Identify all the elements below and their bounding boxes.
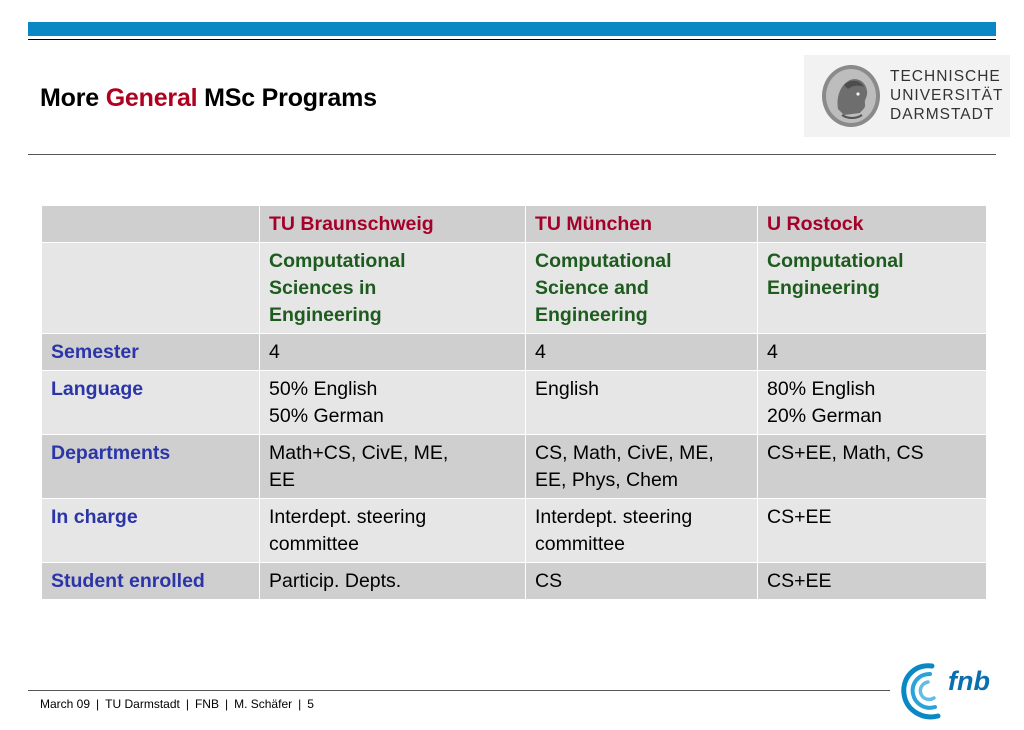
cell-line: Science and xyxy=(535,277,649,299)
footer-separator: | xyxy=(298,697,302,711)
table-row xyxy=(42,563,987,600)
cell-line: 80% English xyxy=(767,378,876,400)
athena-seal-icon xyxy=(820,63,882,129)
table-row xyxy=(42,499,987,563)
university-name xyxy=(890,67,1003,124)
cell-line: EE xyxy=(269,469,296,491)
cell-line: Computational xyxy=(535,250,672,272)
title-suffix: MSc Programs xyxy=(197,84,377,112)
table-cell xyxy=(758,371,987,435)
table-cell xyxy=(260,371,526,435)
cell-line: Interdept. steering xyxy=(535,506,693,528)
table-cell xyxy=(260,499,526,563)
table-cell xyxy=(526,563,758,600)
footer-page-number: 5 xyxy=(307,697,314,711)
page-title xyxy=(40,84,377,113)
footer-institution: TU Darmstadt xyxy=(105,697,180,711)
cell-line: Interdept. steering xyxy=(269,506,427,528)
row-label: Language xyxy=(42,371,260,435)
title-prefix: More xyxy=(40,84,106,112)
row-label: Departments xyxy=(42,435,260,499)
cell-line: Particip. Depts. xyxy=(269,570,402,592)
program-row xyxy=(42,243,987,334)
fnb-swirl-icon xyxy=(904,666,938,717)
table-cell xyxy=(260,334,526,371)
cell-line: committee xyxy=(535,533,625,555)
cell-line: CS+EE xyxy=(767,570,832,592)
cell-line: CS, Math, CivE, ME, xyxy=(535,442,714,464)
programs-table xyxy=(41,205,987,600)
footer-separator: | xyxy=(185,697,189,711)
column-header: U Rostock xyxy=(758,206,987,243)
row-label: Semester xyxy=(42,334,260,371)
table-row xyxy=(42,371,987,435)
cell-line: Engineering xyxy=(269,304,382,326)
title-highlight: General xyxy=(105,84,198,112)
table-cell xyxy=(526,371,758,435)
fnb-logo xyxy=(898,660,1002,724)
row-label: Student enrolled xyxy=(42,563,260,600)
cell-line: 50% English xyxy=(269,378,378,400)
column-header: TU München xyxy=(526,206,758,243)
cell-line: 4 xyxy=(767,341,778,363)
cell-line: CS+EE, Math, CS xyxy=(767,442,924,464)
cell-line: Sciences in xyxy=(269,277,377,299)
program-name-cell xyxy=(260,243,526,334)
empty-cell xyxy=(42,243,260,334)
footer-date: March 09 xyxy=(40,697,91,711)
table-cell xyxy=(758,563,987,600)
cell-line: 50% German xyxy=(269,405,384,427)
program-name-cell xyxy=(758,243,987,334)
cell-line: 20% German xyxy=(767,405,882,427)
row-label: In charge xyxy=(42,499,260,563)
footer-text xyxy=(40,697,314,711)
tu-darmstadt-logo xyxy=(804,55,1010,137)
cell-line: 4 xyxy=(269,341,280,363)
header-row xyxy=(42,206,987,243)
cell-line: Engineering xyxy=(535,304,648,326)
footer-divider xyxy=(28,690,890,691)
cell-line: EE, Phys, Chem xyxy=(535,469,679,491)
footer-separator: | xyxy=(224,697,229,711)
corner-cell xyxy=(42,206,260,243)
cell-line: committee xyxy=(269,533,359,555)
table-cell xyxy=(526,499,758,563)
table-cell xyxy=(758,499,987,563)
logo-line: UNIVERSITÄT xyxy=(890,87,1004,104)
table-cell xyxy=(758,435,987,499)
footer-author: M. Schäfer xyxy=(234,697,293,711)
table-row xyxy=(42,435,987,499)
cell-line: 4 xyxy=(535,341,546,363)
table-cell xyxy=(260,435,526,499)
program-name-cell xyxy=(526,243,758,334)
top-accent-bar xyxy=(28,22,996,36)
logo-line: DARMSTADT xyxy=(890,106,995,123)
top-divider xyxy=(28,39,996,40)
footer-separator: | xyxy=(96,697,100,711)
cell-line: Engineering xyxy=(767,277,880,299)
cell-line: Computational xyxy=(767,250,904,272)
table-row xyxy=(42,334,987,371)
fnb-logo-text: fnb xyxy=(948,666,990,696)
column-header: TU Braunschweig xyxy=(260,206,526,243)
title-divider xyxy=(28,154,996,155)
cell-line: CS xyxy=(535,570,563,592)
table-cell xyxy=(526,334,758,371)
cell-line: Computational xyxy=(269,250,406,272)
cell-line: English xyxy=(535,378,599,400)
cell-line: CS+EE xyxy=(767,506,832,528)
footer-department: FNB xyxy=(194,697,219,711)
table-cell xyxy=(526,435,758,499)
table-cell xyxy=(758,334,987,371)
logo-line: TECHNISCHE xyxy=(890,68,1001,85)
cell-line: Math+CS, CivE, ME, xyxy=(269,442,449,464)
table-cell xyxy=(260,563,526,600)
